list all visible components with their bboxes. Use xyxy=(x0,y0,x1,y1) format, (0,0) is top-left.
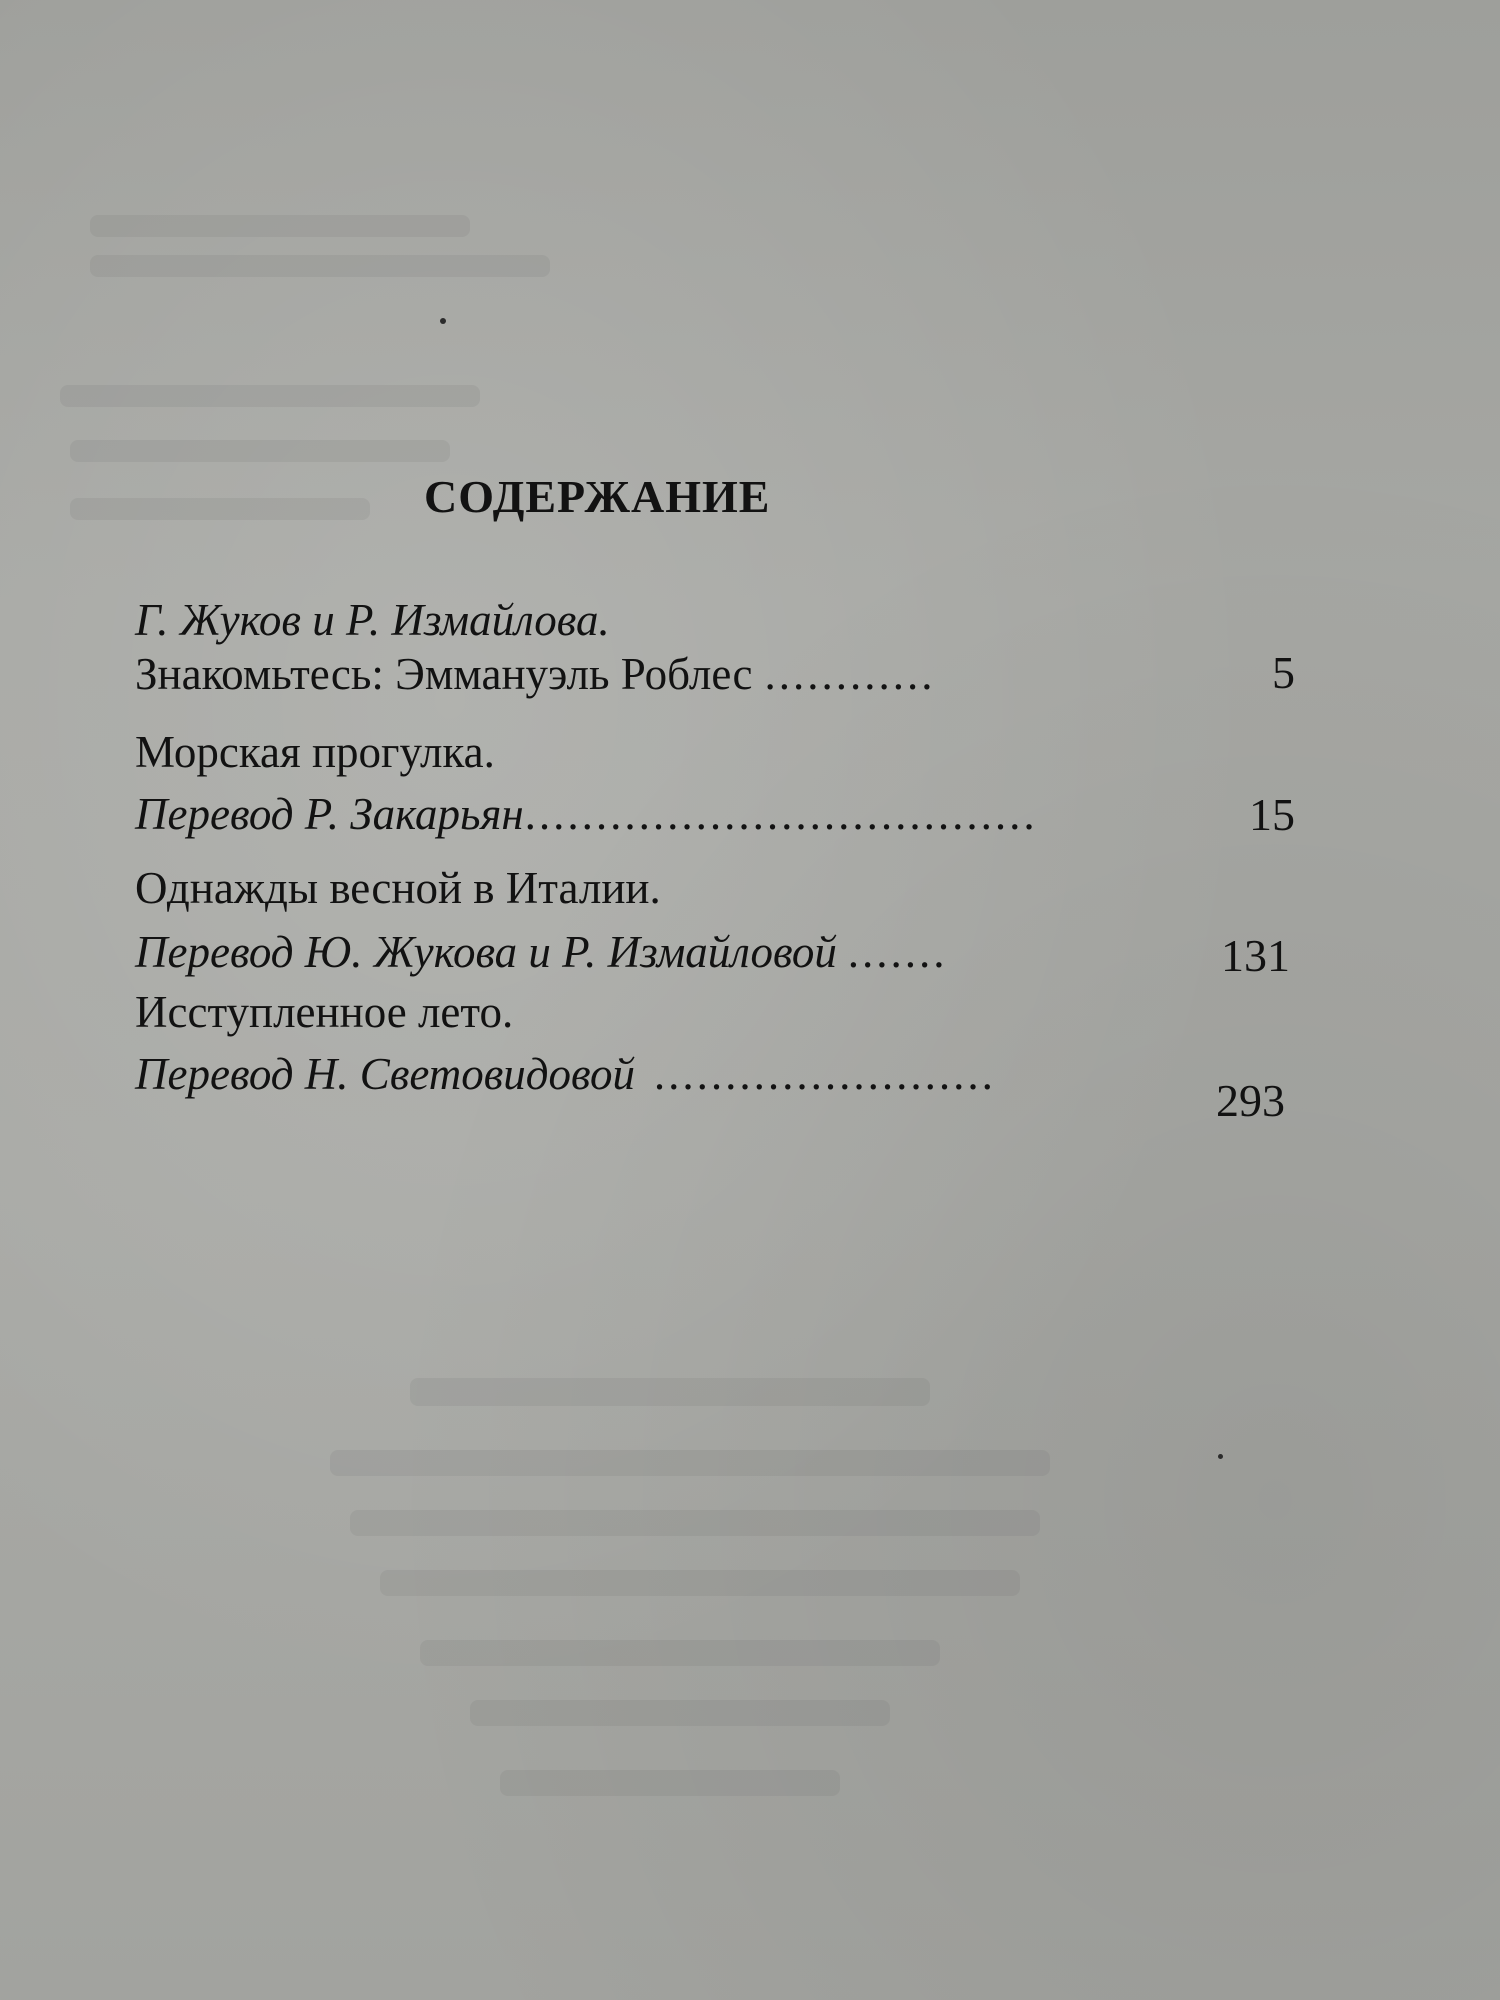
toc-entry-4-translator: Перевод Н. Световидовой xyxy=(135,1049,635,1099)
toc-entry-1-leader: ............ xyxy=(764,652,936,697)
toc-entry-4-leader: ........................ xyxy=(654,1052,997,1097)
toc-heading: СОДЕРЖАНИЕ xyxy=(424,471,771,522)
toc-entry-2-page: 15 xyxy=(1249,789,1295,840)
toc-entry-4-page: 293 xyxy=(1216,1075,1285,1126)
toc-entry-4-row xyxy=(135,1049,1295,1099)
toc-entry-4-title: Исступленное лето. xyxy=(135,987,514,1037)
toc-entry-3-translator: Перевод Ю. Жукова и Р. Измайловой xyxy=(135,927,837,977)
toc-entry-2-title: Морская прогулка. xyxy=(135,727,495,777)
toc-entry-2-row xyxy=(135,789,1295,840)
toc-entry-3-title: Однажды весной в Италии. xyxy=(135,863,661,913)
toc-entry-3-row xyxy=(135,927,1295,977)
toc-entry-2-translator: Перевод Р. Закарьян xyxy=(135,789,524,839)
toc-entry-3-page: 131 xyxy=(1221,930,1290,981)
toc-entry-1-title: Знакомьтесь: Эммануэль Роблес xyxy=(135,649,753,699)
toc-entry-1-row xyxy=(135,647,1295,699)
toc-entry-3-leader: ....... xyxy=(848,930,949,975)
toc-entry-1-author: Г. Жуков и Р. Измайлова. xyxy=(135,595,610,645)
toc-entry-1-page: 5 xyxy=(1272,647,1295,698)
toc-entry-2-leader: .................................... xyxy=(525,792,1039,837)
